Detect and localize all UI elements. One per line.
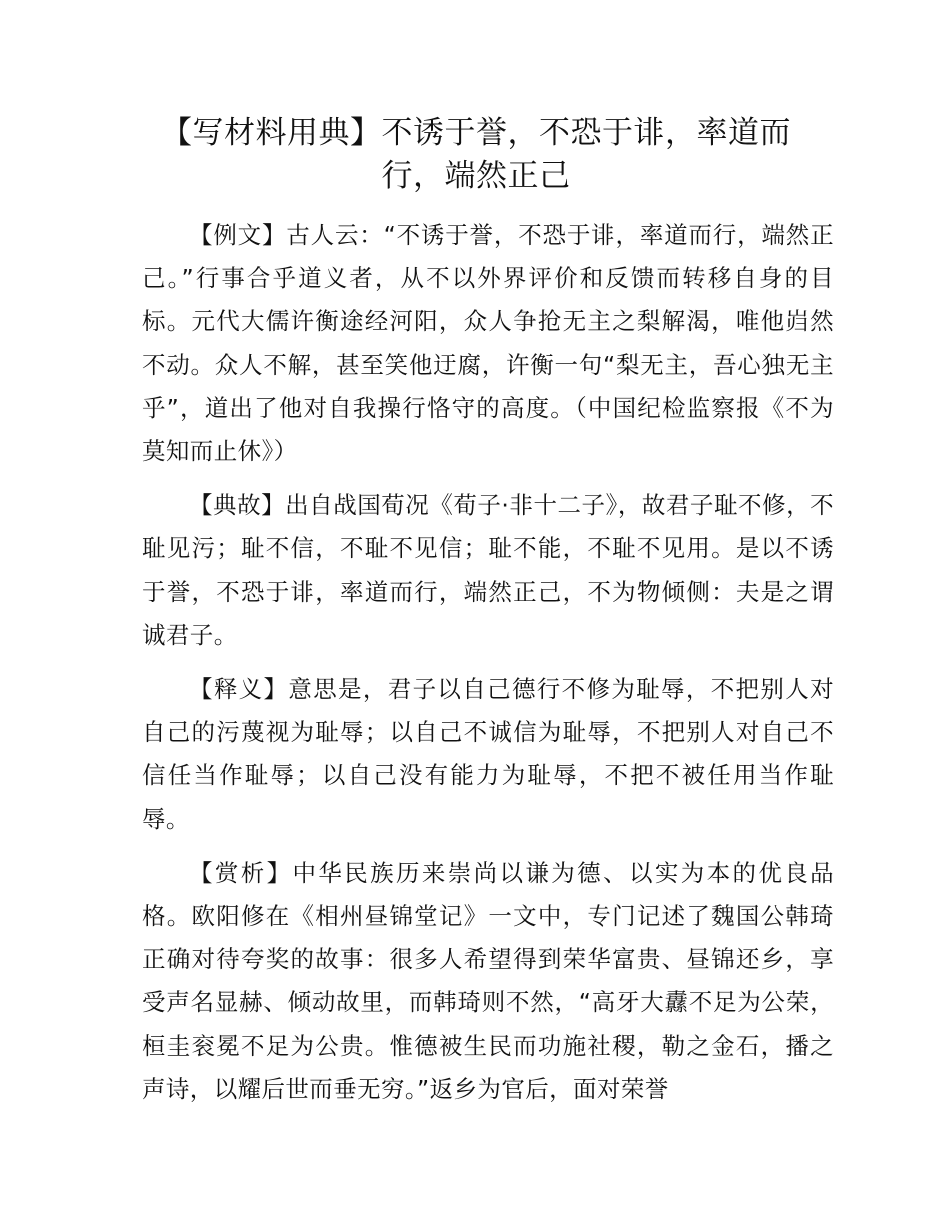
- paragraph-allusion: 【典故】出自战国荀况《荀子·非十二子》，故君子耻不修，不耻见污；耻不信，不耻不见信；耻不能，不耻不见用。是以不诱于誉，不恐于诽，率道而行，端然正己，不为物倾侧：夫是之谓诚君子。: [142, 491, 834, 649]
- paragraph-appreciation: 【赏析】中华民族历来崇尚以谦为德、以实为本的优良品格。欧阳修在《相州昼锦堂记》一文中，专门记述了魏国公韩琦正确对待夸奖的故事：很多人希望得到荣华富贵、昼锦还乡，享受声名显赫、倾动故里，而韩琦则不然，“高牙大纛不足为公荣，桓圭衮冕不足为公贵。惟德被生民而功施社稷，勒之金石，播之声诗，以耀后世而垂无穷。”返乡为官后，面对荣誉: [142, 858, 834, 1103]
- document-body: [142, 214, 834, 1122]
- paragraph-example: 【例文】古人云：“不诱于誉，不恐于诽，率道而行，端然正己。”行事合乎道义者，从不以外界评价和反馈而转移自身的目标。元代大儒许衡途经河阳，众人争抢无主之梨解渴，唯他岿然不动。众人不解，甚至笑他迂腐，许衡一句“梨无主，吾心独无主乎”，道出了他对自我操行恪守的高度。（中国纪检监察报《不为莫知而止休》）: [142, 221, 834, 466]
- document-title: 【写材料用典】不诱于誉，不恐于诽，率道而行，端然正己: [161, 115, 791, 194]
- paragraph-interpretation: 【释义】意思是，君子以自己德行不修为耻辱，不把别人对自己的污蔑视为耻辱；以自己不诚信为耻辱，不把别人对自己不信任当作耻辱；以自己没有能力为耻辱，不把不被任用当作耻辱。: [142, 675, 834, 833]
